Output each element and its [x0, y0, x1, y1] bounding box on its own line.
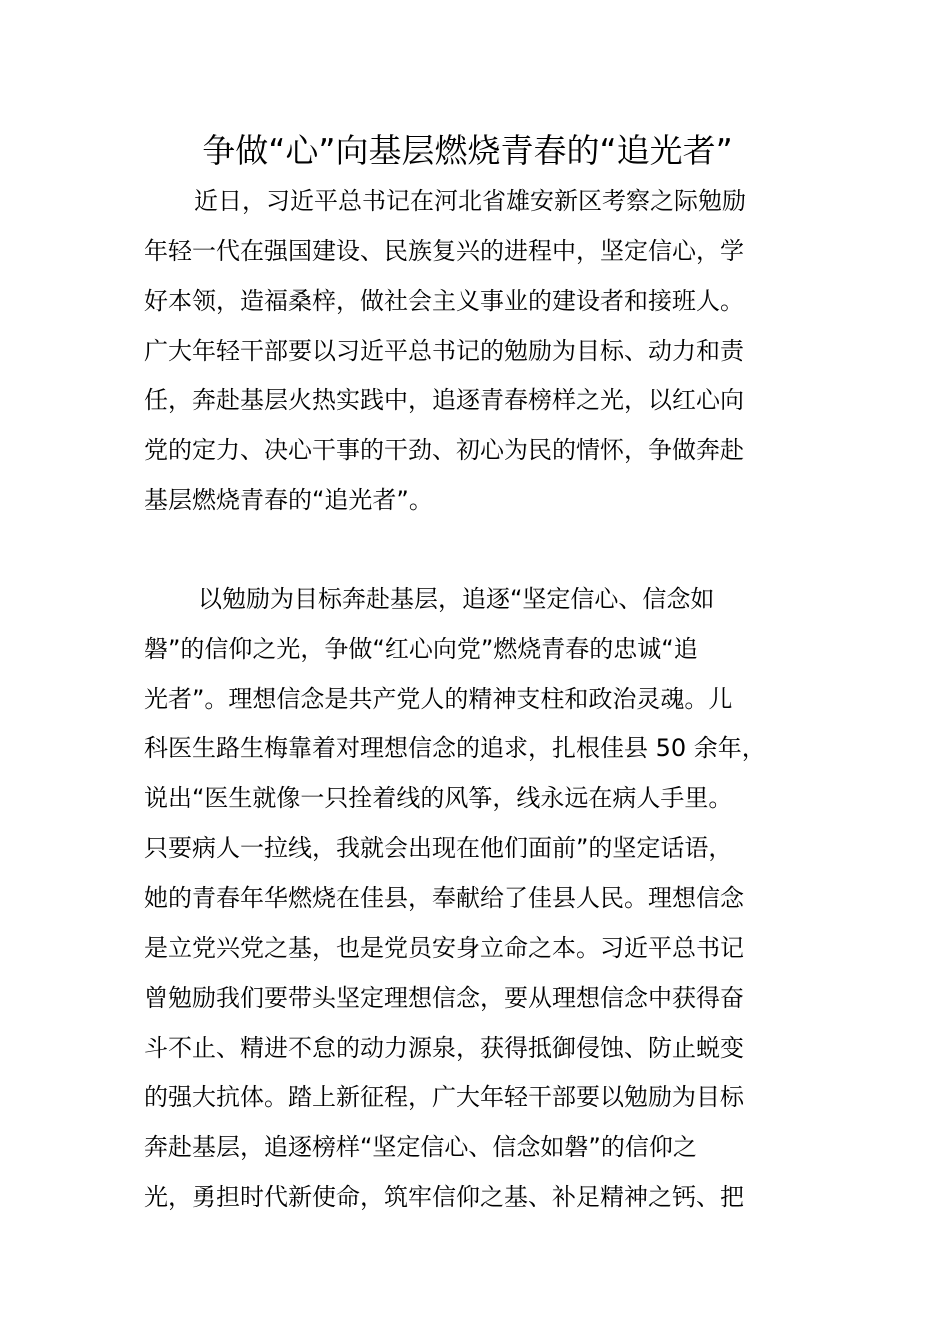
- paragraph-line: 光者”。理想信念是共产党人的精神支柱和政治灵魂。儿: [144, 685, 733, 713]
- document-title: 争做“心”向基层燃烧青春的“追光者”: [202, 131, 733, 170]
- paragraph-line: 党的定力、决心干事的干劲、初心为民的情怀，争做奔赴: [144, 436, 744, 464]
- paragraph-line: 斗不止、精进不怠的动力源泉，获得抵御侵蚀、防止蜕变: [144, 1034, 744, 1062]
- paragraph-line: 以勉励为目标奔赴基层，追逐“坚定信心、信念如: [198, 585, 715, 613]
- paragraph-line: 的强大抗体。踏上新征程，广大年轻干部要以勉励为目标: [144, 1083, 744, 1111]
- paragraph-line: 是立党兴党之基，也是党员安身立命之本。习近平总书记: [144, 934, 744, 962]
- paragraph-line: 基层燃烧青春的“追光者”。: [144, 486, 433, 514]
- paragraph-line: 只要病人一拉线，我就会出现在他们面前”的坚定话语，: [144, 834, 733, 862]
- paragraph-line: 年轻一代在强国建设、民族复兴的进程中，坚定信心，学: [144, 237, 744, 265]
- paragraph-line: 好本领，造福桑梓，做社会主义事业的建设者和接班人。: [144, 287, 744, 315]
- paragraph-line: 磐”的信仰之光，争做“红心向党”燃烧青春的忠诚“追: [144, 635, 698, 663]
- paragraph-line: 她的青春年华燃烧在佳县，奉献给了佳县人民。理想信念: [144, 884, 744, 912]
- paragraph-line: 曾勉励我们要带头坚定理想信念，要从理想信念中获得奋: [144, 984, 744, 1012]
- paragraph-line: 奔赴基层，追逐榜样“坚定信心、信念如磐”的信仰之: [144, 1133, 697, 1161]
- paragraph-line: 广大年轻干部要以习近平总书记的勉励为目标、动力和责: [144, 337, 744, 365]
- paragraph-line: 科医生路生梅靠着对理想信念的追求，扎根佳县 50 余年，: [144, 734, 766, 762]
- paragraph-line: 近日，习近平总书记在河北省雄安新区考察之际勉励: [194, 187, 746, 215]
- paragraph-line: 任，奔赴基层火热实践中，追逐青春榜样之光，以红心向: [144, 386, 744, 414]
- paragraph-line: 光，勇担时代新使命，筑牢信仰之基、补足精神之钙、把: [144, 1183, 744, 1211]
- paragraph-line: 说出“医生就像一只拴着线的风筝，线永远在病人手里。: [144, 784, 733, 812]
